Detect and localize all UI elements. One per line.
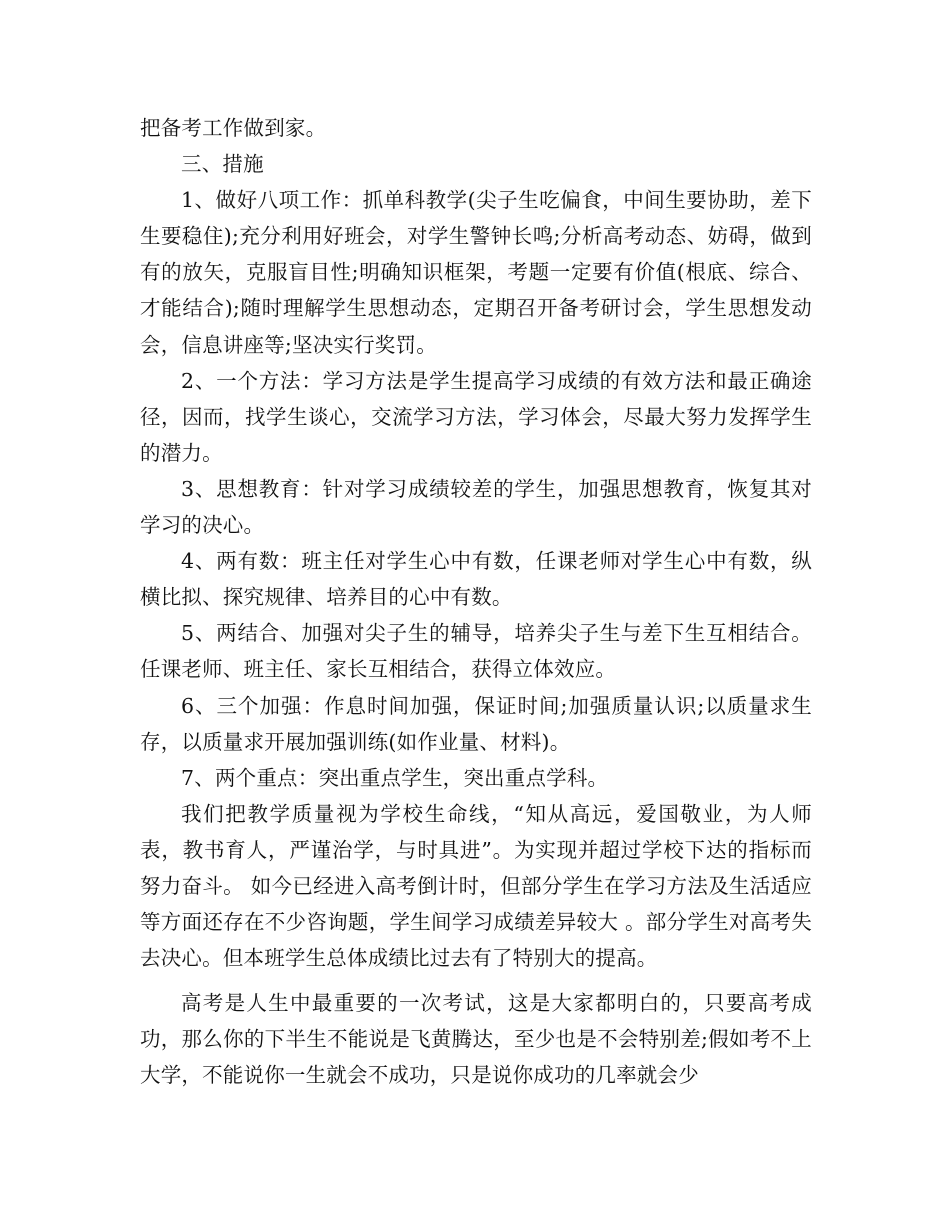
paragraph-item-5: 5、两结合、加强对尖子生的辅导，培养尖子生与差下生互相结合。任课老师、班主任、家长互相结合，获得立体效应。 bbox=[140, 621, 812, 682]
paragraph-continuation: 把备考工作做到家。 bbox=[140, 116, 327, 140]
paragraph-gaokao-importance: 高考是人生中最重要的一次考试，这是大家都明白的，只要高考成功，那么你的下半生不能说是飞黄腾达，至少也是不会特别差;假如考不上大学，不能说你一生就会不成功，只是说你成功的几率就会少 bbox=[140, 991, 812, 1088]
paragraph-item-2: 2、一个方法：学习方法是学生提高学习成绩的有效方法和最正确途径，因而，找学生谈心，交流学习方法，学习体会，尽最大努力发挥学生的潜力。 bbox=[140, 368, 812, 465]
section-heading-measures: 三、措施 bbox=[181, 152, 264, 177]
paragraph-item-7: 7、两个重点：突出重点学生，突出重点学科。 bbox=[181, 765, 609, 790]
paragraph-item-1: 1、做好八项工作：抓单科教学(尖子生吃偏食，中间生要协助，差下生要稳住);充分利用好班会，对学生警钟长鸣;分析高考动态、妨碍，做到有的放矢，克服盲目性;明确知识框架，考题一定要有价值(根底、综合、才能结合);随时理解学生思想动态，定期召开备考研讨会，学生思想发动会，信息讲座等;坚决实行奖罚。 bbox=[140, 188, 812, 357]
paragraph-item-3: 3、思想教育：针对学习成绩较差的学生，加强思想教育，恢复其对学习的决心。 bbox=[140, 476, 812, 538]
document-body bbox=[140, 110, 812, 1094]
paragraph-quality-lifeline: 我们把教学质量视为学校生命线，“知从高远，爱国敬业，为人师表，教书育人，严谨治学，与时具进”。为实现并超过学校下达的指标而努力奋斗。 如今已经进入高考倒计时，但部分学生在学习方法及生活适应等方面还存在不少咨询题，学生间学习成绩差异较大 。部分学生对高考失去决心。但本班学生总体成绩比过去有了特别大的提高。 bbox=[140, 801, 812, 971]
paragraph-item-6: 6、三个加强：作息时间加强，保证时间;加强质量认识;以质量求生存，以质量求开展加强训练(如作业量、材料)。 bbox=[140, 693, 812, 754]
paragraph-item-4: 4、两有数：班主任对学生心中有数，任课老师对学生心中有数，纵横比拟、探究规律、培养目的心中有数。 bbox=[140, 549, 812, 610]
